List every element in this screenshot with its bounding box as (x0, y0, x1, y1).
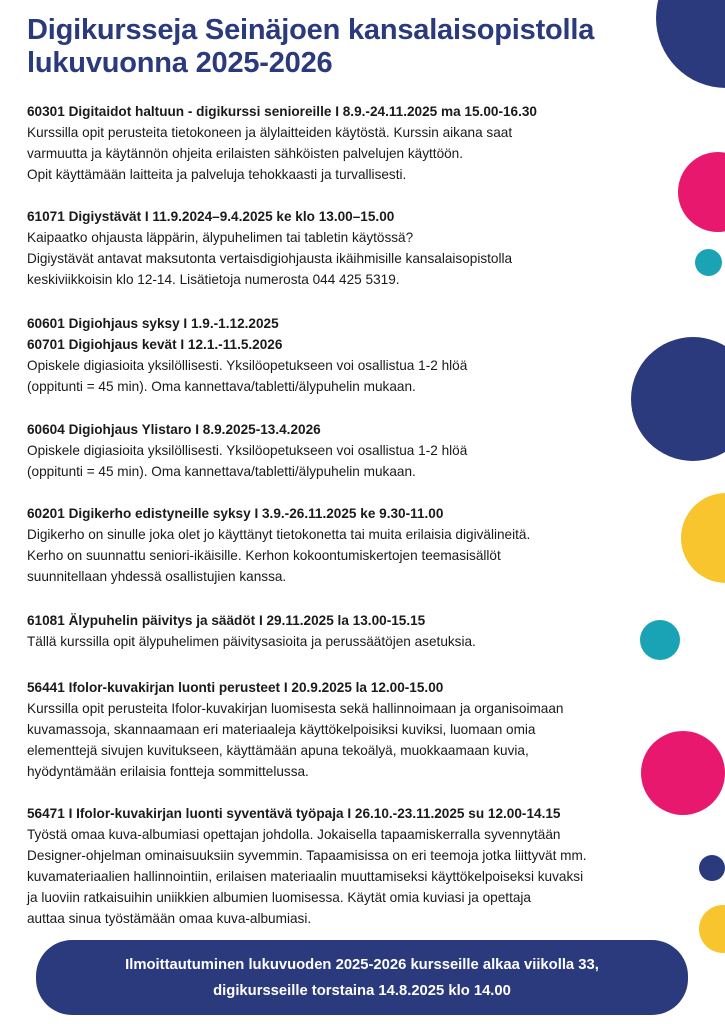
course-desc-line: auttaa sinua työstämään omaa kuva-albumiasi. (27, 911, 312, 926)
decor-circle-navy-top (656, 0, 725, 88)
course-desc-line: Opit käyttämään laitteita ja palveluja tehokkaasti ja turvallisesti. (27, 167, 407, 182)
course-desc-line: Kaipaatko ohjausta läppärin, älypuhelimen tai tabletin käytössä? (27, 230, 414, 245)
course-61081 (27, 610, 642, 652)
course-desc-line: hyödyntämään erilaisia fontteja sommittelussa. (27, 764, 309, 779)
course-heading: 61081 Älypuhelin päivitys ja säädöt I 29.11.2025 la 13.00-15.15 (27, 613, 426, 628)
course-desc-line: Kerho on suunnattu seniori-ikäisille. Kerhon kokoontumiskertojen teemasisällöt (27, 548, 501, 563)
title-line-1: Digikursseja Seinäjoen kansalaisopistolla (27, 14, 595, 46)
course-desc-line: suunnitellaan yhdessä osallistujien kanssa. (27, 569, 287, 584)
page-title (27, 14, 657, 80)
course-desc-line: varmuutta ja käytännön ohjeita erilaisten sähköisten palvelujen käyttöön. (27, 146, 464, 161)
course-desc-line: Opiskele digiasioita yksilöllisesti. Yksilöopetukseen voi osallistua 1-2 hlöä (27, 443, 468, 458)
course-56471 (27, 803, 642, 929)
course-60201 (27, 503, 642, 587)
course-60604 (27, 419, 642, 482)
course-desc-line: Opiskele digiasioita yksilöllisesti. Yksilöopetukseen voi osallistua 1-2 hlöä (27, 358, 468, 373)
course-heading: 56441 Ifolor-kuvakirjan luonti perusteet I 20.9.2025 la 12.00-15.00 (27, 680, 444, 695)
course-desc-line: kuvamateriaalien hallinnointiin, erilaisen materiaalin muuttamiseksi käyttökelpoiseksi kuvaksi (27, 869, 584, 884)
course-61071 (27, 206, 642, 290)
course-desc-line: Tällä kurssilla opit älypuhelimen päivitysasioita ja perussäätöjen asetuksia. (27, 634, 476, 649)
decor-circle-yellow (681, 493, 725, 583)
course-desc-line: elementtejä sivujen kuvitukseen, käyttämään apuna tekoälyä, muokkaamaan kuvia, (27, 743, 529, 758)
course-heading: 61071 Digiystävät I 11.9.2024–9.4.2025 ke klo 13.00–15.00 (27, 209, 395, 224)
course-desc-line: kuvamassoja, skannaamaan eri materiaaleja käyttökelpoisiksi kuviksi, luomaan omia (27, 722, 536, 737)
course-desc-line: keskiviikkoisin klo 12-14. Lisätietoja numerosta 044 425 5319. (27, 272, 400, 287)
decor-circle-yellow-small (699, 905, 725, 953)
course-heading-secondary: 60701 Digiohjaus kevät I 12.1.-11.5.2026 (27, 337, 283, 352)
course-desc-line: (oppitunti = 45 min). Oma kannettava/tabletti/älypuhelin mukaan. (27, 464, 416, 479)
decor-circle-navy-mid (631, 337, 725, 461)
decor-circle-navy-small (699, 855, 725, 881)
decor-circle-teal (640, 620, 680, 660)
course-60301 (27, 101, 642, 185)
decor-circle-magenta-large (641, 731, 725, 815)
course-heading: 60301 Digitaidot haltuun - digikurssi senioreille I 8.9.-24.11.2025 ma 15.00-16.30 (27, 104, 537, 119)
title-line-2: lukuvuonna 2025-2026 (27, 47, 333, 79)
decor-circle-magenta (678, 152, 725, 232)
course-heading: 60604 Digiohjaus Ylistaro I 8.9.2025-13.4.2026 (27, 422, 321, 437)
course-heading: 60201 Digikerho edistyneille syksy I 3.9.-26.11.2025 ke 9.30-11.00 (27, 506, 444, 521)
banner-line-1: Ilmoittautuminen lukuvuoden 2025-2026 kursseille alkaa viikolla 33, (125, 956, 599, 973)
course-desc-line: Kurssilla opit perusteita Ifolor-kuvakirjan luomisesta sekä hallinnoimaan ja organisoimaan (27, 701, 564, 716)
course-desc-line: Designer-ohjelman ominaisuuksiin syvemmin. Tapaamisissa on eri teemoja jotka liittyvät mm. (27, 848, 587, 863)
banner-line-2: digikursseille torstaina 14.8.2025 klo 14.00 (213, 982, 511, 999)
course-56441 (27, 677, 642, 782)
course-heading: 56471 I Ifolor-kuvakirjan luonti syventävä työpaja I 26.10.-23.11.2025 su 12.00-14.15 (27, 806, 561, 821)
decor-circle-teal-small (695, 249, 722, 276)
course-desc-line: Digikerho on sinulle joka olet jo käyttänyt tietokonetta tai muita erilaisia digivälineitä. (27, 527, 531, 542)
course-desc-line: Työstä omaa kuva-albumiasi opettajan johdolla. Jokaisella tapaamiskerralla syvennytään (27, 827, 561, 842)
course-60601-60701 (27, 313, 642, 397)
course-desc-line: Kurssilla opit perusteita tietokoneen ja älylaitteiden käytöstä. Kurssin aikana saat (27, 125, 513, 140)
course-desc-line: (oppitunti = 45 min). Oma kannettava/tabletti/älypuhelin mukaan. (27, 379, 416, 394)
course-desc-line: ja luoviin ratkaisuihin uniikkien albumien luomisessa. Käytät omia kuviasi ja opettaja (27, 890, 531, 905)
registration-banner (36, 940, 688, 1015)
course-heading: 60601 Digiohjaus syksy I 1.9.-1.12.2025 (27, 316, 279, 331)
course-desc-line: Digiystävät antavat maksutonta vertaisdigiohjausta ikäihmisille kansalaisopistolla (27, 251, 513, 266)
